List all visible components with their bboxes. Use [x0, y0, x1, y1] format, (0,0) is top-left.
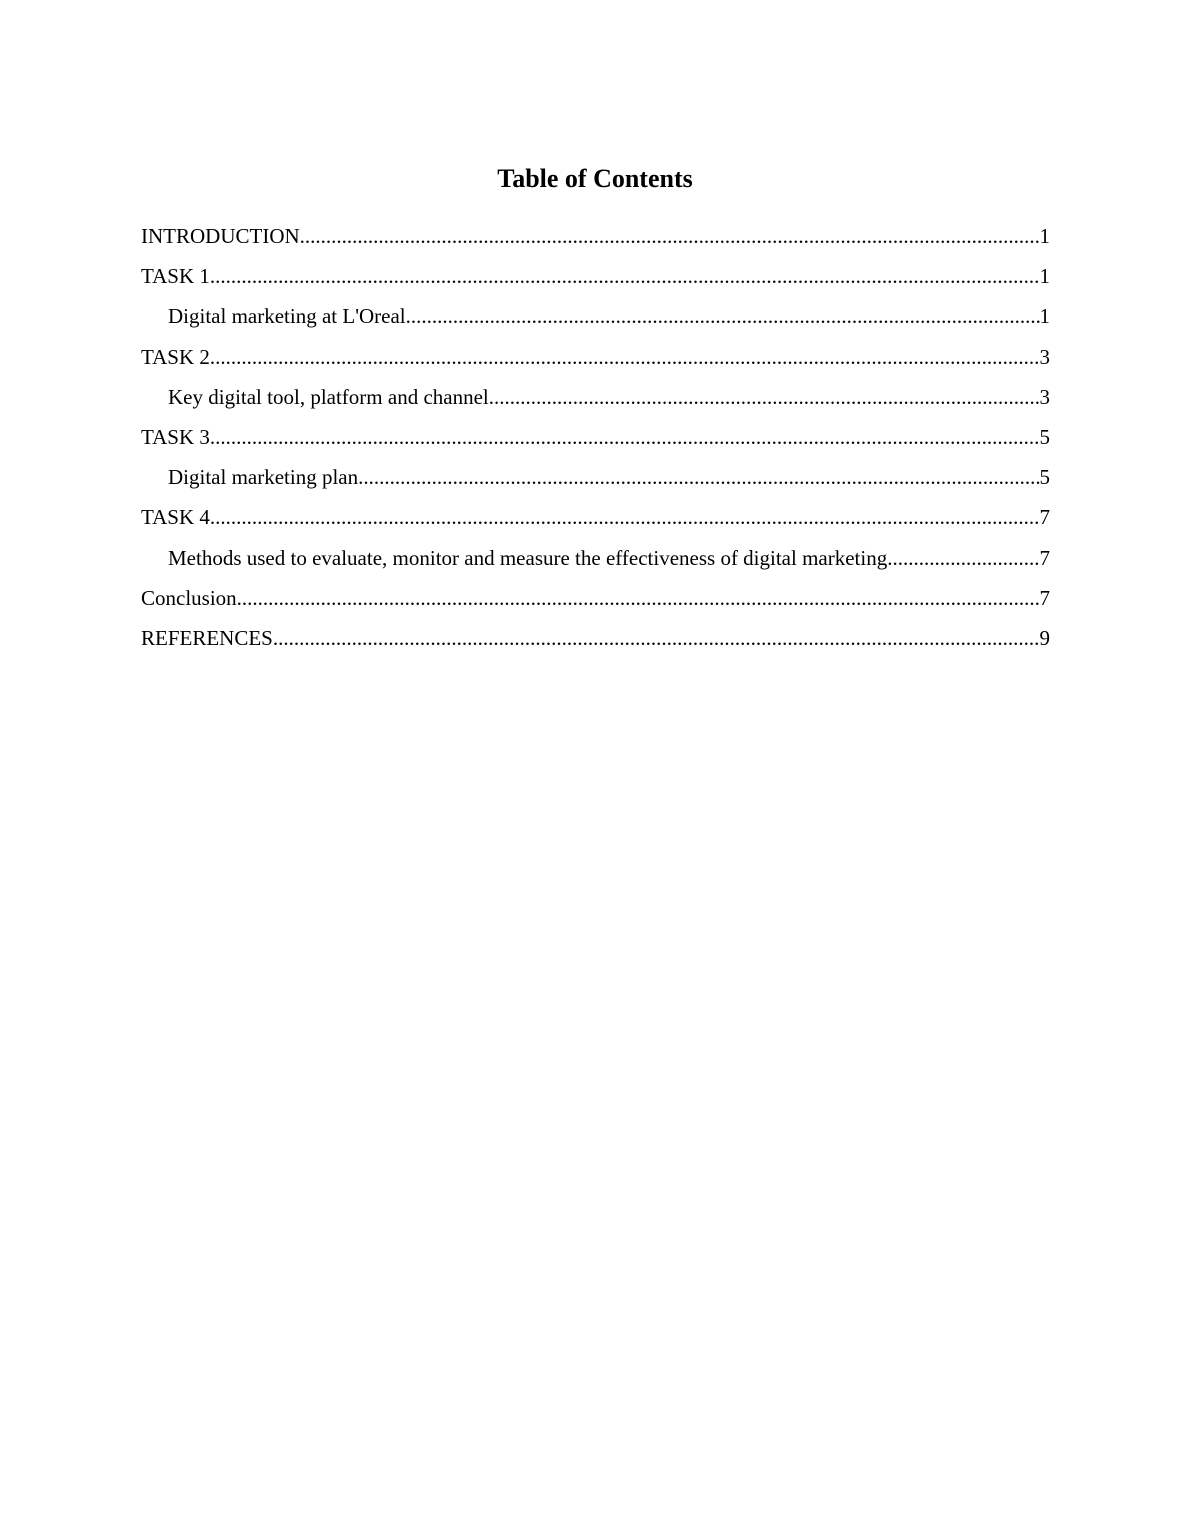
toc-entry[interactable]: [141, 220, 1050, 260]
toc-entry-page-number: 7: [1039, 585, 1050, 610]
toc-entry[interactable]: [141, 260, 1050, 300]
toc-entry[interactable]: [141, 341, 1050, 381]
toc-entry-label: Conclusion: [141, 585, 237, 610]
toc-entry-label: INTRODUCTION: [141, 224, 300, 248]
toc-entry-page-number: 5: [1039, 465, 1050, 490]
toc-list: [141, 220, 1050, 662]
toc-entry-label: Key digital tool, platform and channel: [168, 384, 489, 409]
toc-entry-page-number: 1: [1039, 224, 1050, 248]
toc-entry[interactable]: [141, 300, 1050, 340]
toc-dot-leader: [273, 622, 1040, 654]
toc-entry-label: TASK 3: [141, 424, 210, 449]
toc-entry-page-number: 7: [1039, 505, 1050, 530]
toc-entry[interactable]: [141, 622, 1050, 662]
toc-entry-page-number: 9: [1039, 625, 1050, 650]
toc-entry-label: Digital marketing at L'Oreal: [168, 304, 406, 329]
toc-dot-leader: [300, 220, 1040, 252]
toc-entry-label: Methods used to evaluate, monitor and measure the effectiveness of digital marketing: [168, 545, 888, 570]
toc-dot-leader: [237, 582, 1040, 614]
toc-entry-label: TASK 1: [141, 264, 210, 289]
toc-dot-leader: [210, 421, 1040, 453]
toc-entry[interactable]: [141, 582, 1050, 622]
toc-entry-page-number: 5: [1039, 424, 1050, 449]
toc-entry-label: Digital marketing plan: [168, 465, 359, 490]
toc-entry-label: REFERENCES: [141, 625, 273, 650]
toc-dot-leader: [358, 461, 1039, 493]
toc-entry-label: TASK 4: [141, 505, 210, 530]
toc-dot-leader: [210, 501, 1040, 533]
toc-dot-leader: [210, 341, 1040, 373]
toc-dot-leader: [406, 300, 1040, 332]
toc-dot-leader: [489, 381, 1040, 413]
toc-dot-leader: [887, 542, 1039, 574]
toc-entry-page-number: 3: [1039, 344, 1050, 369]
toc-dot-leader: [210, 260, 1040, 292]
toc-entry-page-number: 1: [1039, 304, 1050, 329]
toc-entry[interactable]: [141, 381, 1050, 421]
toc-entry[interactable]: [141, 501, 1050, 541]
toc-entry[interactable]: [141, 461, 1050, 501]
toc-entry[interactable]: [141, 421, 1050, 461]
toc-title: Table of Contents: [497, 164, 693, 193]
toc-entry[interactable]: [141, 542, 1050, 582]
toc-entry-page-number: 3: [1039, 384, 1050, 409]
toc-entry-page-number: 1: [1039, 264, 1050, 289]
toc-entry-label: TASK 2: [141, 344, 210, 369]
toc-entry-page-number: 7: [1039, 545, 1050, 570]
